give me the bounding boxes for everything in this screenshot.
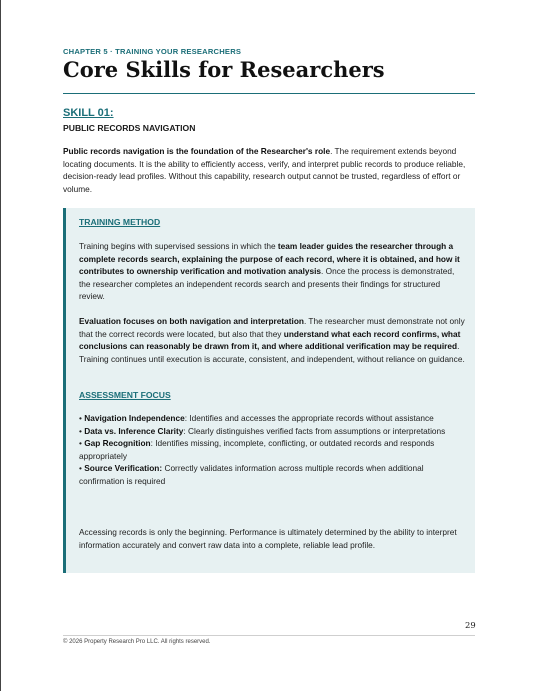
training-p1-a: Training begins with supervised sessions in which the <box>79 241 278 251</box>
training-paragraph-1 <box>79 240 465 303</box>
training-box <box>63 208 475 573</box>
footer-divider <box>63 635 475 636</box>
training-paragraph-2 <box>79 315 465 365</box>
list-item: • Gap Recognition: Identifies missing, incomplete, conflicting, or outdated records and responds appropriately <box>79 438 435 461</box>
intro-text: . The requirement extends beyond locating documents. It is the ability to efficiently access, verify, and interpret public records to produce reliable, decision-ready lead profiles. Without this capability, research output cannot be trusted, regardless of effort or volume. <box>63 146 466 194</box>
list-item: • Navigation Independence: Identifies and accesses the appropriate records without assistance <box>79 413 434 423</box>
assessment-term: Navigation Independence <box>84 413 185 423</box>
skill-name: PUBLIC RECORDS NAVIGATION <box>63 123 196 133</box>
copyright-footer: © 2026 Property Research Pro LLC. All rights reserved. <box>63 639 211 645</box>
page-number: 29 <box>465 620 476 630</box>
assessment-desc: : Identifies and accesses the appropriate records without assistance <box>184 413 434 423</box>
closing-paragraph: Accessing records is only the beginning. Performance is ultimately determined by the ability to interpret information accurately and convert raw data into a complete, reliable lead profile. <box>79 527 457 550</box>
title-divider <box>63 93 475 94</box>
training-p2-c: understand what each record confirms, what conclusions can reasonably be drawn from it, and where additional verification may be required <box>79 328 461 352</box>
training-p2-a: Evaluation focuses on both navigation and interpretation <box>79 316 304 326</box>
list-item: • Source Verification: Correctly validates information across multiple records when additional confirmation is required <box>79 463 424 486</box>
training-p1-b: team leader guides the researcher through a complete records search, explaining the purpose of each record, where it is obtained, and how it contributes to ownership verification and motivation analysis <box>79 241 460 277</box>
chapter-label: CHAPTER 5 · TRAINING YOUR RESEARCHERS <box>63 47 242 56</box>
training-p2-b: . The researcher must demonstrate not only that the correct records were located, but also that they <box>79 316 465 339</box>
training-method-heading: TRAINING METHOD <box>79 217 161 227</box>
assessment-term: Gap Recognition <box>84 438 151 449</box>
assessment-term: Data vs. Inference Clarity <box>84 425 184 436</box>
assessment-term: Source Verification: <box>84 463 163 474</box>
assessment-focus-heading: ASSESSMENT FOCUS <box>79 390 171 400</box>
page-edge-rule <box>0 0 1 691</box>
page-title: Core Skills for Researchers <box>63 57 385 82</box>
list-item: • Data vs. Inference Clarity: Clearly distinguishes verified facts from assumptions or interpretations <box>79 425 446 436</box>
assessment-desc: Correctly validates information across multiple records when additional confirmation is required <box>79 463 424 486</box>
assessment-desc: : Identifies missing, incomplete, conflicting, or outdated records and responds appropriately <box>79 438 435 461</box>
assessment-desc: : Clearly distinguishes verified facts from assumptions or interpretations <box>183 425 446 436</box>
training-p2-d: . Training continues until execution is accurate, consistent, and independent, without reliance on guidance. <box>79 341 465 364</box>
intro-bold: Public records navigation is the foundation of the Researcher's role <box>63 146 331 156</box>
skill-number: SKILL 01: <box>63 107 114 119</box>
training-p1-c: . Once the process is demonstrated, the researcher completes an independent records search and presents their findings for structured review. <box>79 266 455 302</box>
intro-paragraph <box>63 145 475 195</box>
assessment-list <box>79 412 465 488</box>
